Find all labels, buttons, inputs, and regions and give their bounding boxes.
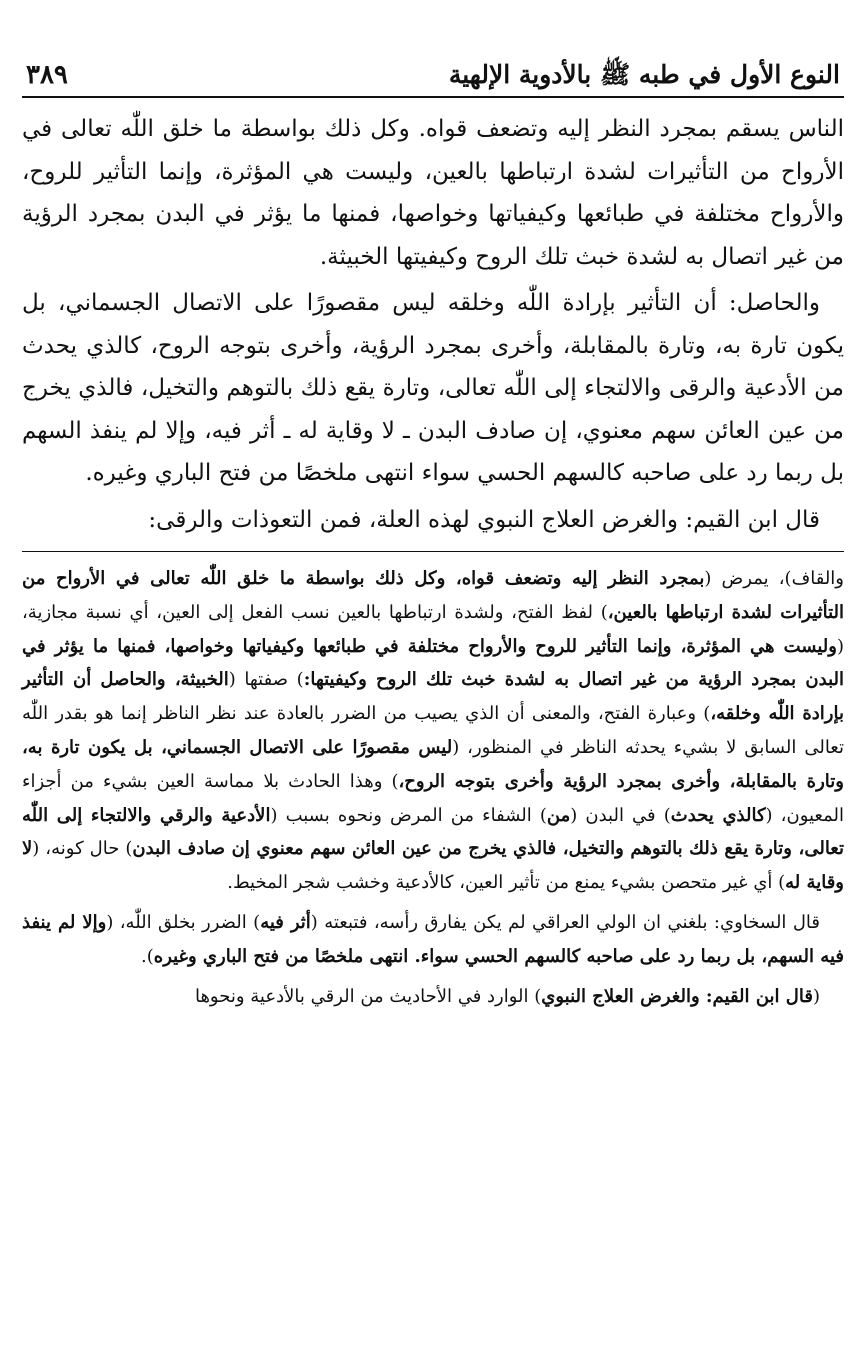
commentary-text: ( xyxy=(812,985,820,1007)
commentary-text: ) وهذا الحادث بلا مماسة العين بشيء من أجزاء المعيون، ( xyxy=(22,770,845,826)
commentary-text: ) صفتها ( xyxy=(228,669,304,691)
commentary-text: ) وعبارة الفتح، والمعنى أن الذي يصيب من الضرر بالعادة عند نظر الناظر إنما هو بقدر اللّٰه تعالى السابق لا بشيء يحدثه الناظر في المنظور، ( xyxy=(22,703,844,758)
commentary-paragraph xyxy=(22,906,844,974)
quoted-matn-text: لا وقاية له xyxy=(22,838,844,894)
commentary-text: والقاف)، يمرض ( xyxy=(704,568,844,589)
commentary-text: ) أي غير متحصن بشيء يمنع من تأثير العين، كالأدعية وخشب شجر المخيط. xyxy=(227,872,786,894)
quoted-matn-text: أثر فيه xyxy=(260,911,311,933)
chapter-title: النوع الأول في طبه ﷺ بالأدوية الإلهية xyxy=(448,60,840,89)
quoted-matn-text: وليست هي المؤثرة، وإنما التأثير للروح والأرواح مختلفة في طبائعها وكيفياتها وخواصها، فمنها ما يؤثر في البدن بمجرد الرؤية من غير اتصال به لشدة خبث تلك الروح وكيفيتها: xyxy=(22,635,844,691)
quoted-matn-text: الأدعية والرقي والالتجاء إلى اللّٰه تعالى، وتارة يقع ذلك بالتوهم والتخيل، فالذي يخرج من عين العائن سهم معنوي إن صادف البدن xyxy=(22,804,844,860)
quoted-matn-text: بمجرد النظر إليه وتضعف قواه، وكل ذلك بواسطة ما خلق اللّٰه تعالى في الأرواح من التأثيرات لشدة ارتباطها بالعين، xyxy=(22,568,844,623)
commentary-section xyxy=(22,562,844,1013)
commentary-text: ) الوارد في الأحاديث من الرقي بالأدعية ونحوها xyxy=(194,985,542,1007)
quoted-matn-text: وإلا لم ينفذ فيه السهم، بل ربما رد على صاحبه كالسهم الحسي سواء. انتهى ملخصًا من فتح الباري وغيره xyxy=(22,911,844,967)
header-rule xyxy=(22,96,844,98)
commentary-text: ) في البدن ( xyxy=(570,804,671,826)
commentary-text: ). xyxy=(141,945,154,967)
main-paragraph: قال ابن القيم: والغرض العلاج النبوي لهذه العلة، فمن التعوذات والرقى: xyxy=(148,506,820,533)
running-header xyxy=(22,52,844,98)
main-text xyxy=(22,108,844,541)
quoted-matn-text: من xyxy=(546,804,571,826)
commentary-paragraph xyxy=(22,980,844,1014)
quoted-matn-text: قال ابن القيم: والغرض العلاج النبوي xyxy=(541,985,813,1007)
footnote-divider xyxy=(22,551,844,552)
commentary-text: قال السخاوي: بلغني ان الولي العراقي لم يكن يفارق رأسه، فتبعته ( xyxy=(310,911,820,933)
commentary-text: ) الشفاء من المرض ونحوه بسبب ( xyxy=(270,804,547,826)
quoted-matn-text: ليس مقصورًا على الاتصال الجسماني، بل يكون تارة به، وتارة بالمقابلة، وأخرى بمجرد الرؤية وأخرى بتوجه الروح، xyxy=(22,736,844,792)
main-paragraph: الناس يسقم بمجرد النظر إليه وتضعف قواه. وكل ذلك بواسطة ما خلق اللّٰه تعالى في الأرواح من التأثيرات لشدة ارتباطها بالعين، وليست هي المؤثرة، وإنما التأثير للروح، والأرواح مختلفة في طبائعها وكيفياتها وخواصها، فمنها ما يؤثر في البدن بمجرد الرؤية من غير اتصال به لشدة خبث تلك الروح وكيفيتها الخبيثة. xyxy=(22,116,844,270)
commentary-text: ) الضرر بخلق اللّٰه، ( xyxy=(106,911,261,933)
quoted-matn-text: الخبيثة، والحاصل أن التأثير بإرادة اللّٰه وخلقه، xyxy=(22,669,844,725)
commentary-text: ) حال كونه، ( xyxy=(32,838,133,860)
book-page xyxy=(22,52,844,1019)
commentary-text: ) لفظ الفتح، ولشدة ارتباطها بالعين نسب الفعل إلى العين، أي نسبة مجازية، ( xyxy=(22,601,844,657)
commentary-paragraph xyxy=(22,562,844,900)
main-paragraph: والحاصل: أن التأثير بإرادة اللّٰه وخلقه ليس مقصورًا على الاتصال الجسماني، بل يكون تارة به، وتارة بالمقابلة، وأخرى بمجرد الرؤية، وأخرى بتوجه الروح، كالذي يحدث من الأدعية والرقى والالتجاء إلى اللّٰه تعالى، وتارة يقع ذلك بالتوهم والتخيل، فالذي يخرج من عين العائن سهم معنوي، إن صادف البدن ـ لا وقاية له ـ أثر فيه، وإلا لم ينفذ السهم بل ربما رد على صاحبه كالسهم الحسي سواء انتهى ملخصًا من فتح الباري وغيره. xyxy=(22,290,844,486)
page-number: ٣٨٩ xyxy=(26,60,68,90)
quoted-matn-text: كالذي يحدث xyxy=(670,804,766,826)
